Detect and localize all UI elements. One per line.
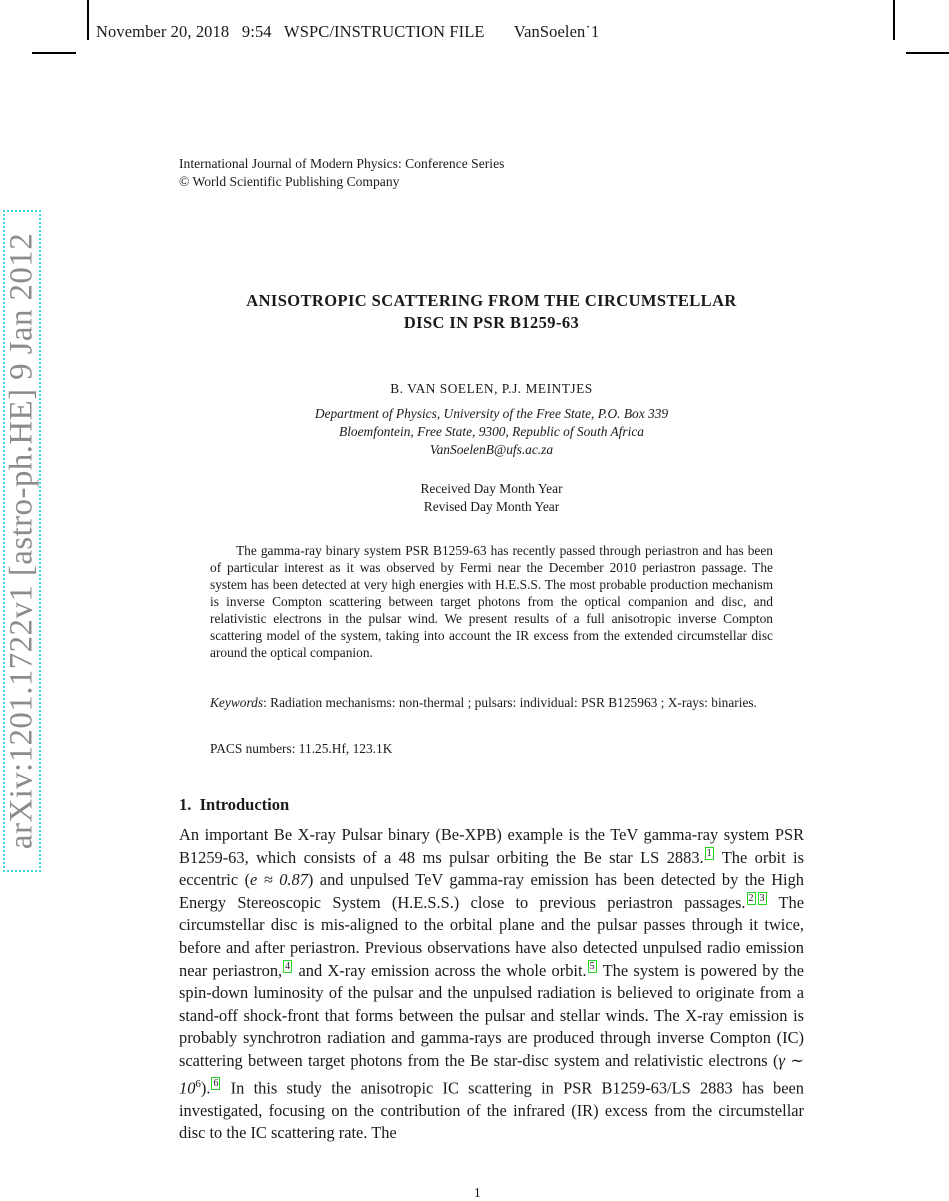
citation-link[interactable]: 4 — [285, 960, 291, 972]
crop-mark-top-left-vertical — [87, 0, 89, 40]
citation-link[interactable]: 3 — [759, 892, 765, 904]
publication-dates — [150, 480, 833, 516]
received-date: Received Day Month Year — [420, 481, 563, 496]
page-number: 1 — [474, 1185, 481, 1200]
body-text: In this study the anisotropic IC scattering in PSR B1259-63/LS 2883 has been investigated, focusing on the contribution of the infrared (IR) excess from the circumstellar disc to the IC scattering rate. The — [179, 1078, 804, 1143]
body-text: and X-ray emission across the whole orbit. — [293, 960, 587, 980]
affiliation — [150, 405, 833, 459]
header-short-name: VanSoelen˙1 — [513, 22, 600, 41]
crop-mark-top-right-vertical — [893, 0, 895, 40]
pacs-numbers: PACS numbers: 11.25.Hf, 123.1K — [210, 741, 393, 756]
journal-info — [179, 155, 504, 191]
body-text: The system is powered by the spin-down luminosity of the pulsar and the unpulsed radiation is believed to originate from a stand-off shock-front that forms between the pulsar and stellar winds. The X-ray emission is probably synchrotron radiation and gamma-rays are produced through inverse Compton (IC) scattering between target photons from the Be star-disc system and relativistic electrons ( — [179, 960, 804, 1070]
header-date: November 20, 2018 — [96, 22, 230, 41]
publisher-line: © World Scientific Publishing Company — [179, 174, 400, 189]
citation-link[interactable]: 1 — [706, 847, 712, 859]
affiliation-line-1: Department of Physics, University of the Free State, P.O. Box 339 — [314, 406, 669, 421]
lorentz-factor-math: γ ∼ 10 — [179, 1050, 805, 1097]
section-number: 1. — [179, 795, 192, 814]
citation-link[interactable]: 5 — [589, 960, 595, 972]
running-header — [96, 22, 599, 42]
header-file-label: WSPC/INSTRUCTION FILE — [284, 22, 485, 41]
affiliation-line-2: Bloemfontein, Free State, 9300, Republic of South Africa — [339, 424, 644, 439]
body-text: The orbit is eccentric ( — [179, 847, 804, 890]
arxiv-stamp: arXiv:1201.1722v1 [astro-ph.HE] 9 Jan 2012 — [3, 232, 40, 850]
journal-name: International Journal of Modern Physics: Conference Series — [179, 156, 505, 171]
body-text: An important Be X-ray Pulsar binary (Be-XPB) example is the TeV gamma-ray system PSR B1259-63, which consists of a 48 ms pulsar orbiting the Be star LS 2883. — [179, 825, 804, 867]
citation-link[interactable]: 6 — [213, 1078, 219, 1089]
crop-mark-top-right-horizontal — [906, 52, 949, 54]
title-line-2: DISC IN PSR B1259-63 — [403, 313, 580, 332]
title-line-1: ANISOTROPIC SCATTERING FROM THE CIRCUMSTELLAR — [246, 291, 737, 310]
abstract: The gamma-ray binary system PSR B1259-63 has recently passed through periastron and has been of particular interest as it was observed by Fermi near the December 2010 periastron passage. The system has been detected at very high energies with H.E.S.S. The most probable production mechanism is inverse Compton scattering between target photons from the optical companion and disc, and relativistic electrons in the pulsar wind. We present results of a full anisotropic inverse Compton scattering model of the system, taking into account the IR excess from the extended circumstellar disc around the optical companion. — [210, 543, 773, 660]
keywords — [210, 694, 773, 711]
body-text: The circumstellar disc is mis-aligned to the orbital plane and the pulsar passes through it twice, before and after periastron. Previous observations have also detected unpulsed radio emission near periastron, — [179, 892, 804, 980]
body-text: ) and unpulsed TeV gamma-ray emission has been detected by the High Energy Stereoscopic System (H.E.S.S.) close to previous periastron passages. — [179, 870, 804, 912]
section-title: Introduction — [199, 795, 290, 814]
keywords-label: Keywords — [210, 695, 264, 710]
keywords-text: : Radiation mechanisms: non-thermal ; pulsars: individual: PSR B125963 ; X-rays: binaries. — [263, 695, 757, 710]
section-heading — [179, 795, 289, 815]
paper-title — [150, 290, 833, 334]
authors: B. VAN SOELEN, P.J. MEINTJES — [390, 381, 593, 396]
eccentricity-math: e ≈ 0.87 — [250, 870, 308, 890]
exponent: 6 — [195, 1077, 201, 1090]
header-time: 9:54 — [241, 22, 272, 41]
body-paragraph — [179, 824, 804, 1145]
author-email: VanSoelenB@ufs.ac.za — [429, 442, 554, 457]
body-text: ). — [200, 1078, 211, 1097]
citation-link[interactable]: 2 — [748, 892, 754, 904]
revised-date: Revised Day Month Year — [423, 499, 560, 514]
crop-mark-top-left-horizontal — [32, 52, 76, 54]
